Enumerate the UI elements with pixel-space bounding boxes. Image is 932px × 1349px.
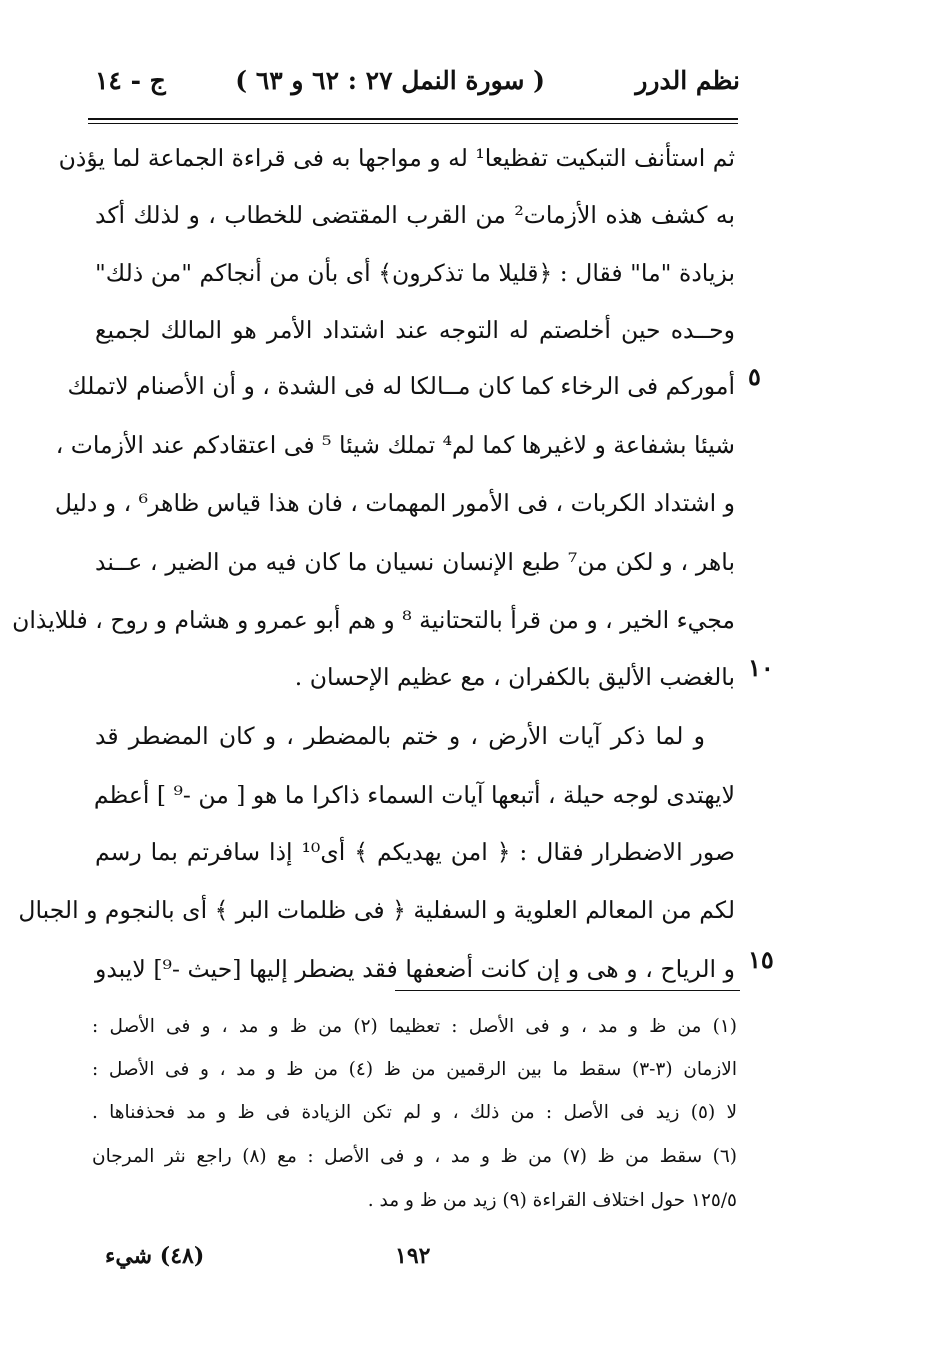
footnote-line: ١٢٥/٥ حول اختلاف القراءة (٩) زيد من ظ و مد . <box>367 1190 737 1211</box>
header-rule <box>88 118 738 120</box>
text-line: وحــده حين أخلصتم له التوجه عند اشتداد الأمر هو المالك لجميع <box>95 316 735 344</box>
footnote-line: لا (٥) زيد فى الأصل : من ذلك ، و لم تكن الزيادة فى ظ و مد فحذفناها . <box>92 1102 737 1123</box>
text-line: باهر ، و لكن من⁷ طبع الإنسان نسيان ما كان فيه من الضير ، عــند <box>95 548 735 576</box>
book-title: نظم الدرر <box>635 66 740 95</box>
footnote-line: (٦) سقط من ظ (٧) من ظ و مد ، و فى الأصل : مع (٨) راجع نثر المرجان <box>92 1146 738 1167</box>
header-rule-thin <box>88 123 738 124</box>
surah-reference: ( سورة النمل ٢٧ : ٦٢ و ٦٣ ) <box>235 66 545 95</box>
page-number: ١٩٢ <box>395 1243 431 1269</box>
text-line: ثم استأنف التبكيت تفظيعا¹ له و مواجها به فى قراءة الجماعة لما يؤذن <box>58 144 735 172</box>
text-line: به كشف هذه الأزمات² من القرب المقتضى للخطاب ، و لذلك أكد <box>95 201 735 229</box>
text-line: بزيادة "ما" فقال : ﴿قليلا ما تذكرون﴾ أى بأن من أنجاكم "من ذلك" <box>95 259 735 287</box>
text-line: صور الاضطرار فقال : ﴿ امن يهديكم ﴾ أى¹⁰ إذا سافرتم بما رسم <box>95 838 735 866</box>
text-line: أموركم فى الرخاء كما كان مــالكا له فى الشدة ، و أن الأصنام لاتملك <box>67 372 735 400</box>
signature-mark: (٤٨) شيء <box>105 1243 205 1269</box>
footnote-line: (١) من ظ و مد ، و فى الأصل : تعظيما (٢) من ظ و مد ، و فى الأصل : <box>92 1016 737 1037</box>
line-number-5: ٥ <box>748 362 761 391</box>
line-number-15: ١٥ <box>748 945 774 974</box>
text-line: لايهتدى لوجه حيلة ، أتبعها آيات السماء ذاكرا ما هو [ من -⁹ ] أعظم <box>93 781 735 809</box>
footnote-separator <box>395 990 740 991</box>
text-line: و الرياح ، و هى و إن كانت أضعفها فقد يضطر إليها [حيث -⁹] لايبدو <box>95 955 736 983</box>
text-line: بالغضب الأليق بالكفران ، مع عظيم الإحسان . <box>294 663 735 691</box>
text-line: مجيء الخير ، و من قرأ بالتحتانية ⁸ و هم أبو عمرو و هشام و روح ، فللايذان <box>12 606 735 634</box>
footnote-line: الازمان (٣-٣) سقط ما بين الرقمين من ظ (٤) من ظ و مد ، و فى الأصل : <box>92 1059 737 1080</box>
page-header <box>95 66 740 106</box>
text-line: و اشتداد الكربات ، فى الأمور المهمات ، فان هذا قياس ظاهر⁶ ، و دليل <box>54 489 735 517</box>
part-number: ج - ١٤ <box>95 66 166 95</box>
text-line: شيئا بشفاعة و لاغيرها كما لم⁴ تملك شيئا ⁵ فى اعتقادكم عند الأزمات ، <box>55 431 735 459</box>
line-number-10: ١٠ <box>748 653 774 682</box>
text-line: لكم من المعالم العلوية و السفلية ﴿ فى ظلمات البر ﴾ أى بالنجوم و الجبال <box>18 896 735 924</box>
text-line: و لما ذكر آيات الأرض ، و ختم بالمضطر ، و كان المضطر قد <box>95 722 705 750</box>
